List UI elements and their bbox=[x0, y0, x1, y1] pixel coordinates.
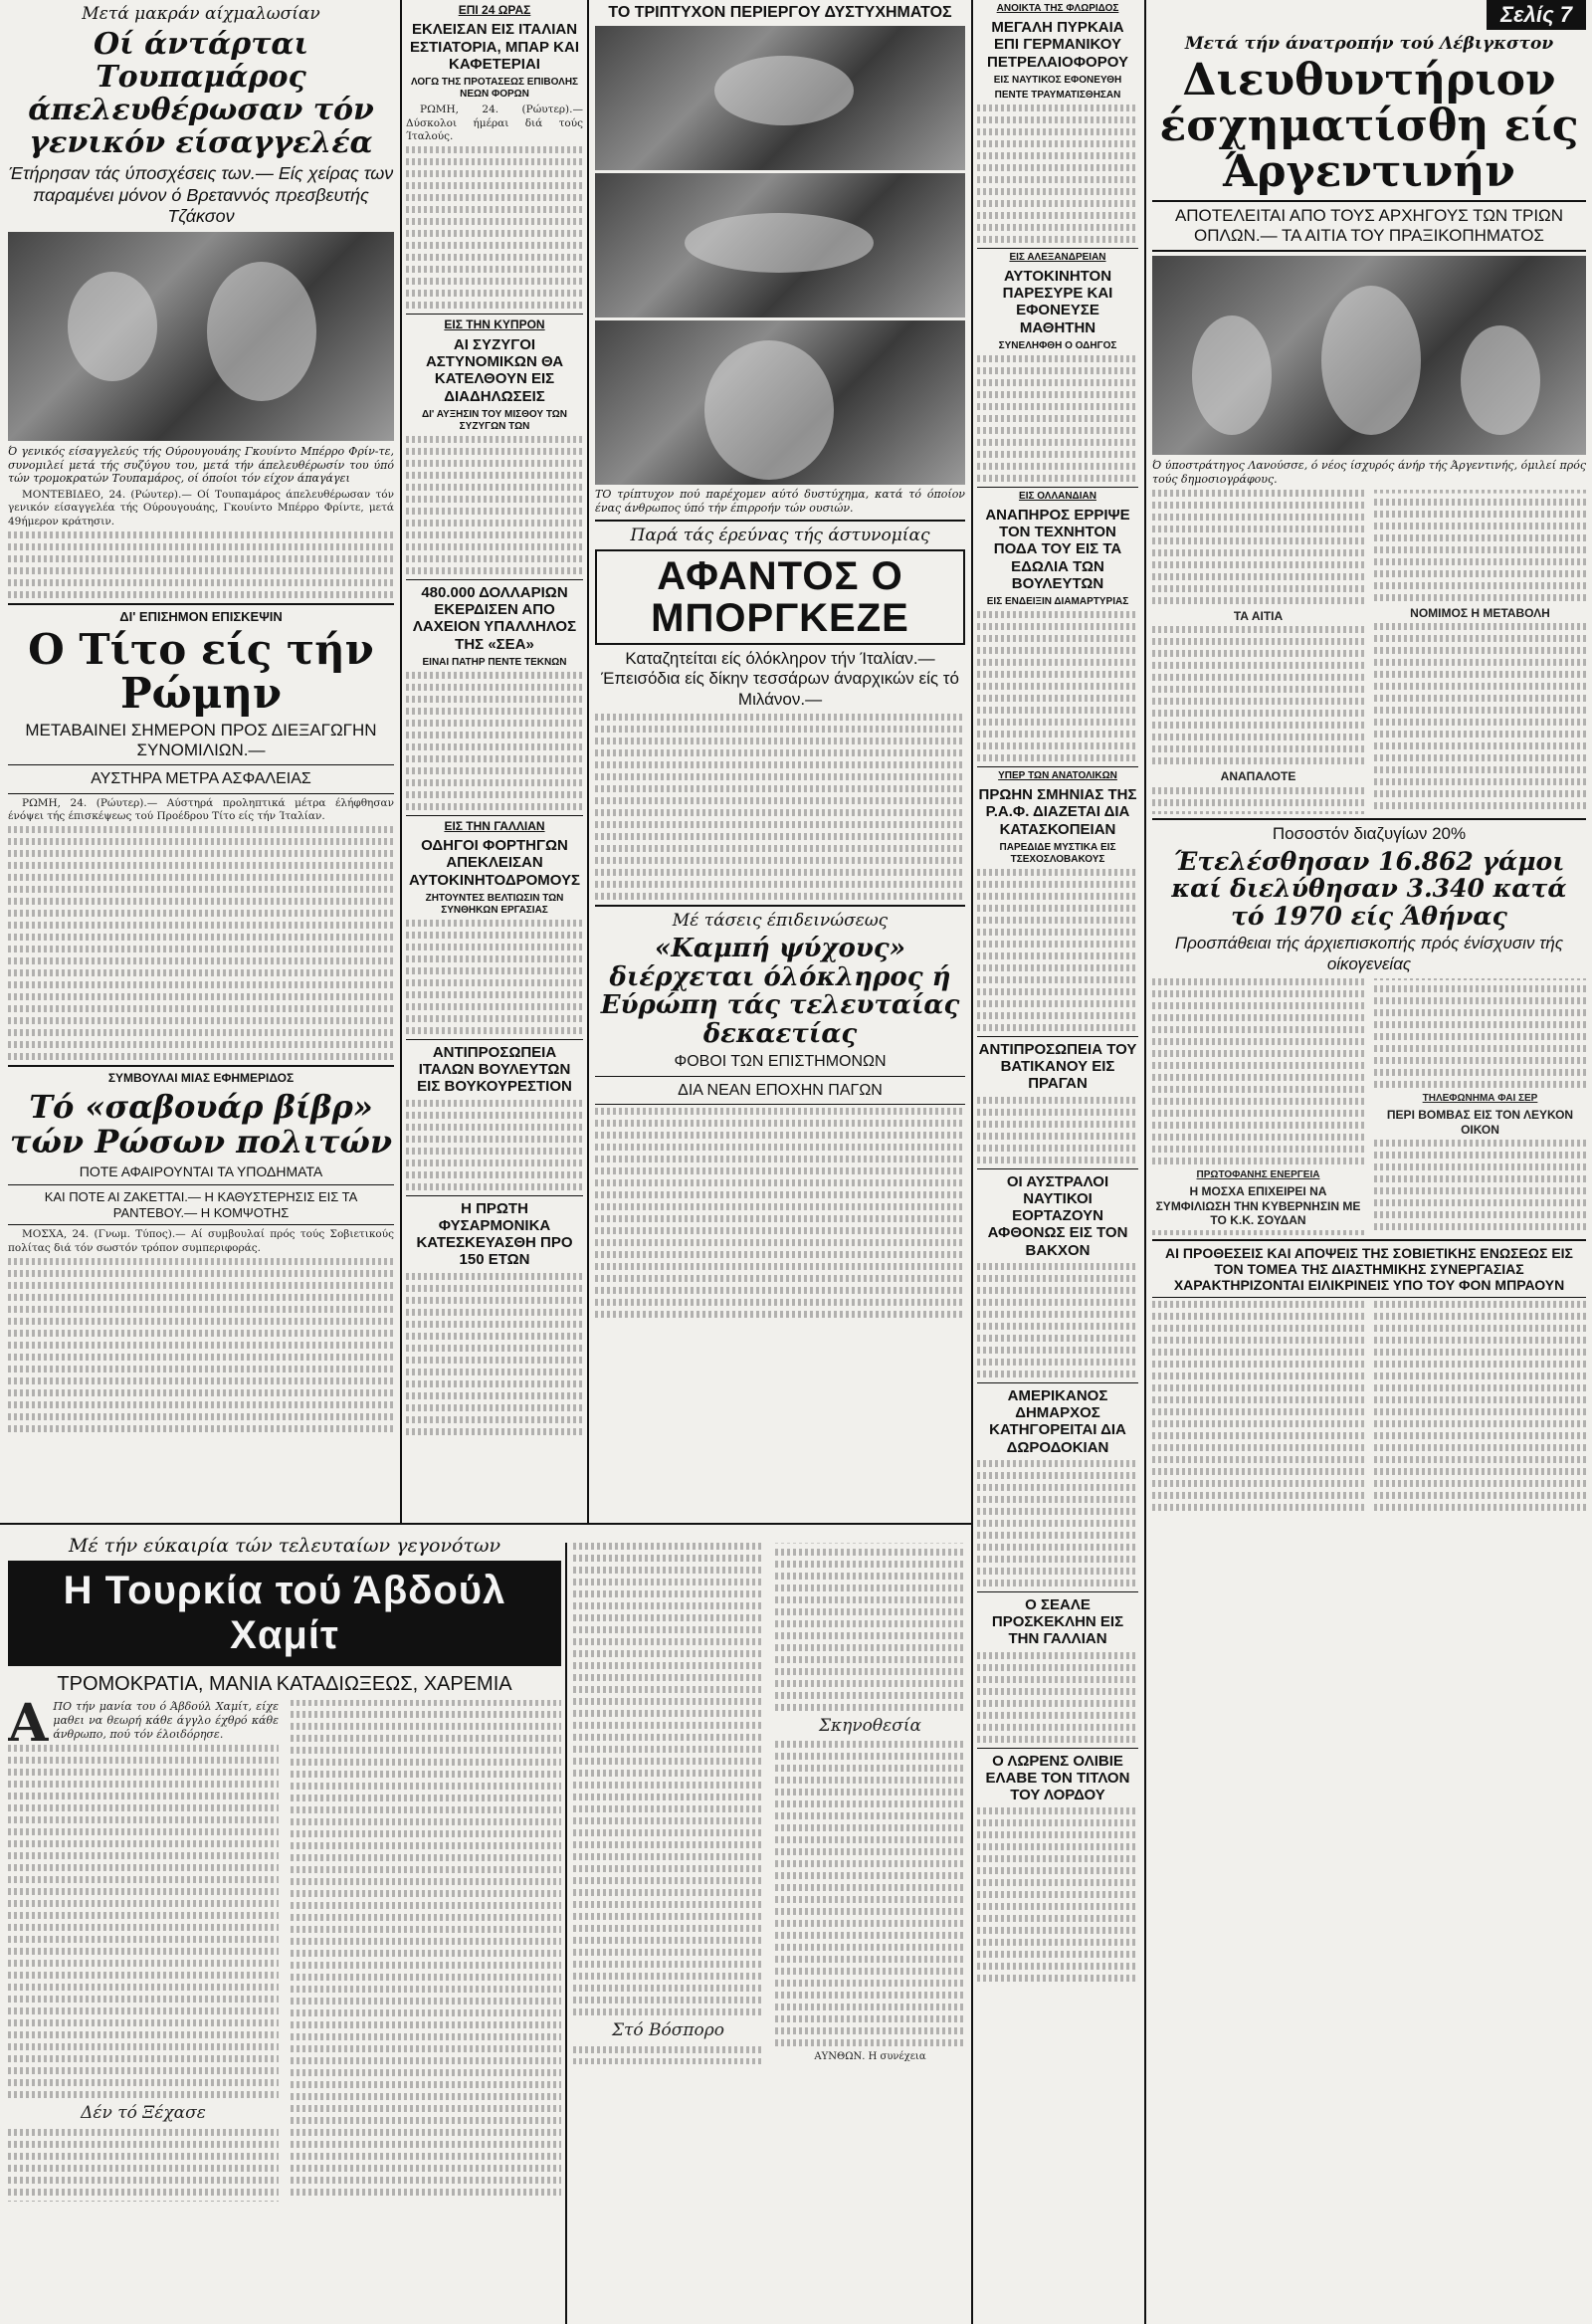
story-kicker: ΤΗΛΕΦΩΝΗΜΑ ΦΑΙ ΣΕΡ bbox=[1422, 1093, 1538, 1105]
story-kicker: ΤΟ ΤΡΙΠΤΥΧΟΝ ΠΕΡΙΕΡΓΟΥ ΔΥΣΤΥΧΗΜΑΤΟΣ bbox=[608, 4, 952, 21]
story-headline: ΕΚΛΕΙΣΑΝ ΕΙΣ ΙΤΑΛΙΑΝ ΕΣΤΙΑΤΟΡΙΑ, ΜΠΑΡ ΚΑΙ ΚΑΦΕΤΕΡΙΑΙ bbox=[410, 21, 579, 73]
story-deck: ΕΙΣ ΕΝΔΕΙΞΙΝ ΔΙΑΜΑΡΤΥΡΙΑΣ bbox=[986, 596, 1129, 607]
feature-signature: ΑΥΝΘΩΝ. Η συνέχεια bbox=[814, 2051, 926, 2063]
story-dateline: ΡΩΜΗ, 24. (Ρώυτερ).— Δύσκολοι ήμέραι διά τούς Ίταλούς. bbox=[406, 104, 583, 143]
story-headline: Οί άντάρται Τουπαμάρος άπελευθέρωσαν τόν γενικόν είσαγγελέα bbox=[28, 27, 374, 160]
subheading: ΤΑ ΑΙΤΙΑ bbox=[1233, 608, 1284, 623]
story-headline: Ο Τίτο είς τήν Ρώμην bbox=[28, 625, 374, 719]
story-headline: ΠΕΡΙ ΒΟΜΒΑΣ ΕΙΣ ΤΟΝ ΛΕΥΚΟΝ ΟΙΚΟΝ bbox=[1386, 1108, 1574, 1137]
photo-triptych-2 bbox=[595, 173, 965, 317]
story-deck: Προσπάθειαι τής άρχιεπισκοπής πρός ένίσχυσιν τής οίκογενείας bbox=[1174, 934, 1564, 973]
story-deck: ΣΥΝΕΛΗΦΘΗ Ο ΟΔΗΓΟΣ bbox=[998, 339, 1117, 351]
story-deck: ΠΕΝΤΕ ΤΡΑΥΜΑΤΙΣΘΗΣΑΝ bbox=[994, 89, 1121, 101]
photo-caption: ΤΟ τρίπτυχον πού παρέχομεν αύτό δυστύχημα, κατά τό όποίον ένας άνθρωπος ύπό τήν έπιρροήν τών ουσιών. bbox=[595, 488, 965, 516]
story-headline: ΑΙ ΠΡΟΘΕΣΕΙΣ ΚΑΙ ΑΠΟΨΕΙΣ ΤΗΣ ΣΟΒΙΕΤΙΚΗΣ ΕΝΩΣΕΩΣ ΕΙΣ ΤΟΝ ΤΟΜΕΑ ΤΗΣ ΔΙΑΣΤΗΜΙΚΗΣ ΣΥΝΕΡΓΑΣΙΑΣ ΧΑΡΑΚΤΗΡΙΖΟΝΤΑΙ ΕΙΛΙΚΡΙΝΕΙΣ ΥΠΟ ΤΟΥ ΦΟΝ ΜΠΡΑΟΥΝ bbox=[1165, 1245, 1573, 1294]
story-dateline: ΜΟΝΤΕΒΙΔΕΟ, 24. (Ρώυτερ).— Οί Τουπαμάρος άπελευθέρωσαν τόν γενικόν είσαγγελέα τής Ούρουγουάης, Γκουίντο Μπέρρο Φρίντε, μετά 49ήμερον κράτησιν. bbox=[8, 489, 394, 528]
story-deck: ΠΑΡΕΔΙΔΕ ΜΥΣΤΙΚΑ ΕΙΣ ΤΣΕΧΟΣΛΟΒΑΚΟΥΣ bbox=[999, 841, 1116, 865]
story-kicker: ΕΙΣ ΟΛΛΑΝΔΙΑΝ bbox=[1019, 490, 1096, 502]
subheading: Σκηνοθεσία bbox=[818, 1715, 922, 1736]
story-deck: ΕΙΣ ΝΑΥΤΙΚΟΣ ΕΦΟΝΕΥΘΗ bbox=[993, 74, 1122, 86]
column-rule bbox=[565, 1543, 567, 2324]
photo-caption: Ό γενικός είσαγγελεύς τής Ούρουγουάης Γκουίντο Μπέρρο Φρίν-τε, συνομιλεί μετά τής συζύγου του, μετά τήν άπελευθέρωσίν του ύπό τών τρομοκρατών Τουπαμάρος, οί όποίοι τόν είχον άπαγάγει bbox=[8, 444, 394, 486]
photo-triptych-3 bbox=[595, 320, 965, 485]
story-deck: ΔΙΑ ΝΕΑΝ ΕΠΟΧΗΝ ΠΑΓΩΝ bbox=[678, 1081, 883, 1099]
story-deck: ΕΙΝΑΙ ΠΑΤΗΡ ΠΕΝΤΕ ΤΕΚΝΩΝ bbox=[422, 656, 567, 668]
story-headline: Η ΠΡΩΤΗ ΦΥΣΑΡΜΟΝΙΚΑ ΚΑΤΕΣΚΕΥΑΣΘΗ ΠΡΟ 150 ΕΤΩΝ bbox=[416, 1199, 573, 1269]
subheading: ΝΟΜΙΜΟΣ Η ΜΕΤΑΒΟΛΗ bbox=[1410, 605, 1550, 620]
photo-prosecutor bbox=[8, 232, 394, 441]
feature-left bbox=[8, 1531, 561, 2317]
feature-lede: ΠΟ τήν μανία του ό Άβδούλ Χαμίτ, είχε μαθει να θεωρή κάθε άγγλο έχθρό κάθε άνθρωπο, πού τόν έλοιδόρησε. bbox=[53, 1700, 279, 1742]
story-kicker: ΕΙΣ ΤΗΝ ΚΥΠΡΟΝ bbox=[444, 317, 545, 332]
story-deck: Έτήρησαν τάς ύποσχέσεις των.— Είς χείρας των παραμένει μόνον ό Βρεταννός πρεσβευτής Τζάκσον bbox=[8, 163, 394, 227]
story-deck: ΜΕΤΑΒΑΙΝΕΙ ΣΗΜΕΡΟΝ ΠΡΟΣ ΔΙΕΞΑΓΩΓΗΝ ΣΥΝΟΜΙΛΙΩΝ.— bbox=[25, 720, 377, 759]
column-2 bbox=[406, 0, 583, 1521]
photo-argentina bbox=[1152, 256, 1586, 455]
story-headline: ΜΕΓΑΛΗ ΠΥΡΚΑΙΑ ΕΠΙ ΓΕΡΜΑΝΙΚΟΥ ΠΕΤΡΕΛΑΙΟΦΟΡΟΥ bbox=[987, 19, 1128, 71]
story-kicker: ΠΡΩΤΟΦΑΝΗΣ ΕΝΕΡΓΕΙΑ bbox=[1196, 1169, 1320, 1181]
story-kicker: ΔΙ' ΕΠΙΣΗΜΟΝ ΕΠΙΣΚΕΨΙΝ bbox=[119, 609, 283, 625]
story-headline: Διευθυντήριον έσχηματίσθη είς Άργεντινήν bbox=[1159, 55, 1579, 198]
column-rule bbox=[1144, 0, 1146, 2324]
story-body bbox=[8, 797, 394, 1061]
story-kicker: ΕΙΣ ΑΛΕΞΑΝΔΡΕΙΑΝ bbox=[1009, 251, 1106, 263]
story-headline: ΟΔΗΓΟΙ ΦΟΡΤΗΓΩΝ ΑΠΕΚΛΕΙΣΑΝ ΑΥΤΟΚΙΝΗΤΟΔΡΟΜΟΥΣ bbox=[408, 837, 581, 889]
story-headline: ΑΜΕΡΙΚΑΝΟΣ ΔΗΜΑΡΧΟΣ ΚΑΤΗΓΟΡΕΙΤΑΙ ΔΙΑ ΔΩΡΟΔΟΚΙΑΝ bbox=[989, 1386, 1126, 1456]
story-headline: «Καμπή ψύχους» διέρχεται όλόκληρος ή Εύρώπη τάς τελευταίας δεκαετίας bbox=[600, 934, 960, 1049]
story-deck: ΦΟΒΟΙ ΤΩΝ ΕΠΙΣΤΗΜΟΝΩΝ bbox=[674, 1053, 887, 1071]
story-headline: 480.000 ΔΟΛΛΑΡΙΩΝ ΕΚΕΡΔΙΣΕΝ ΑΠΟ ΛΑΧΕΙΟΝ ΥΠΑΛΛΗΛΟΣ ΤΗΣ «ΣΕΑ» bbox=[412, 583, 577, 653]
story-kicker: Μέ τάσεις έπιδεινώσεως bbox=[672, 911, 889, 932]
photo-caption: Ό ύποστράτηγος Λανούσσε, ό νέος ίσχυρός άνήρ τής Άργεντινής, όμιλεί πρός τούς δημοσιογράφους. bbox=[1152, 459, 1586, 487]
story-body bbox=[8, 489, 394, 598]
story-kicker: ΥΠΕΡ ΤΩΝ ΑΝΑΤΟΛΙΚΩΝ bbox=[998, 770, 1117, 781]
story-headline: ΑΙ ΣΥΖΥΓΟΙ ΑΣΤΥΝΟΜΙΚΩΝ ΘΑ ΚΑΤΕΛΘΟΥΝ ΕΙΣ ΔΙΑΔΗΛΩΣΕΙΣ bbox=[425, 335, 564, 405]
story-kicker: ΕΙΣ ΤΗΝ ΓΑΛΛΙΑΝ bbox=[444, 818, 545, 833]
story-headline: Έτελέσθησαν 16.862 γάμοι καί διελύθησαν 3.340 κατά τό 1970 είς Άθήνας bbox=[1171, 846, 1567, 931]
story-deck: ΚΑΙ ΠΟΤΕ ΑΙ ΖΑΚΕΤΤΑΙ.— Η ΚΑΘΥΣΤΕΡΗΣΙΣ ΕΙΣ ΤΑ ΡΑΝΤΕΒΟΥ.— Η ΚΟΜΨΟΤΗΣ bbox=[44, 1188, 358, 1220]
column-rule bbox=[971, 0, 973, 2324]
story-deck: ΛΟΓΩ ΤΗΣ ΠΡΟΤΑΣΕΩΣ ΕΠΙΒΟΛΗΣ ΝΕΩΝ ΦΟΡΩΝ bbox=[410, 77, 579, 101]
story-headline: ΠΡΩΗΝ ΣΜΗΝΙΑΣ ΤΗΣ Ρ.Α.Φ. ΔΙΑΖΕΤΑΙ ΔΙΑ ΚΑΤΑΣΚΟΠΕΙΑΝ bbox=[978, 786, 1137, 838]
story-kicker: ΑΝΟΙΚΤΑ ΤΗΣ ΦΛΩΡΙΔΟΣ bbox=[996, 3, 1119, 14]
story-deck: ΑΠΟΤΕΛΕΙΤΑΙ ΑΠΟ ΤΟΥΣ ΑΡΧΗΓΟΥΣ ΤΩΝ ΤΡΙΩΝ ΟΠΛΩΝ.— ΤΑ ΑΙΤΙΑ ΤΟΥ ΠΡΑΞΙΚΟΠΗΜΑΤΟΣ bbox=[1174, 205, 1564, 245]
column-4 bbox=[977, 0, 1138, 2324]
feature-right bbox=[573, 1543, 965, 2319]
story-kicker: Ποσοστόν διαζυγίων 20% bbox=[1272, 823, 1467, 843]
story-headline: ΑΝΤΙΠΡΟΣΩΠΕΙΑ ΙΤΑΛΩΝ ΒΟΥΛΕΥΤΩΝ ΕΙΣ ΒΟΥΚΟΥΡΕΣΤΙΟΝ bbox=[417, 1043, 572, 1096]
story-kicker: Παρά τάς έρεύνας τής άστυνομίας bbox=[630, 525, 930, 545]
story-kicker: ΕΠΙ 24 ΩΡΑΣ bbox=[458, 3, 531, 17]
feature-kicker: Μέ τήν εύκαιρία τών τελευταίων γεγονότων bbox=[68, 1535, 500, 1557]
column-3 bbox=[595, 0, 965, 1521]
story-headline: ΑΥΤΟΚΙΝΗΤΟΝ ΠΑΡΕΣΥΡΕ ΚΑΙ ΕΦΟΝΕΥΣΕ ΜΑΘΗΤΗΝ bbox=[1002, 267, 1113, 336]
story-deck: ΖΗΤΟΥΝΤΕΣ ΒΕΛΤΙΩΣΙΝ ΤΩΝ ΣΥΝΘΗΚΩΝ ΕΡΓΑΣΙΑΣ bbox=[425, 892, 564, 916]
column-1 bbox=[8, 0, 394, 1521]
column-5 bbox=[1152, 0, 1586, 2324]
story-kicker: Μετά μακράν αίχμαλωσίαν bbox=[82, 4, 320, 24]
headline-box bbox=[595, 549, 965, 645]
story-headline: ΑΦΑΝΤΟΣ Ο ΜΠΟΡΓΚΕΖΕ bbox=[651, 553, 909, 640]
story-body bbox=[406, 104, 583, 309]
story-headline: Ο ΣΕΑΛΕ ΠΡΟΣΚΕΚΛΗΝ ΕΙΣ ΤΗΝ ΓΑΛΛΙΑΝ bbox=[991, 1595, 1124, 1648]
story-dateline: ΡΩΜΗ, 24. (Ρώυτερ).— Αύστηρά προληπτικά μέτρα έλήφθησαν ένόψει τής έπισκέψεως τού Προέδρου Τίτο είς τήν Ίταλίαν. bbox=[8, 796, 394, 822]
feature-banner: Η Τουρκία τού Άβδούλ Χαμίτ bbox=[8, 1561, 561, 1666]
column-rule bbox=[400, 0, 402, 1523]
subheading: Στό Βόσπορο bbox=[611, 2020, 725, 2040]
section-rule bbox=[0, 1523, 971, 1525]
page-label: Σελίς 7 bbox=[1487, 0, 1586, 30]
story-deck: ΔΙ' ΑΥΞΗΣΙΝ ΤΟΥ ΜΙΣΘΟΥ ΤΩΝ ΣΥΖΥΓΩΝ ΤΩΝ bbox=[421, 408, 568, 432]
story-headline: Η ΜΟΣΧΑ ΕΠΙΧΕΙΡΕΙ ΝΑ ΣΥΜΦΙΛΙΩΣΗ ΤΗΝ ΚΥΒΕΡΝΗΣΙΝ ΜΕ ΤΟ Κ.Κ. ΣΟΥΔΑΝ bbox=[1155, 1184, 1361, 1227]
story-headline: ΟΙ ΑΥΣΤΡΑΛΟΙ ΝΑΥΤΙΚΟΙ ΕΟΡΤΑΖΟΥΝ ΑΦΘΟΝΩΣ ΕΙΣ ΤΟΝ ΒΑΚΧΟΝ bbox=[987, 1172, 1128, 1259]
story-kicker: Μετά τήν άνατροπήν τού Λέβιγκστον bbox=[1184, 34, 1554, 54]
column-rule bbox=[587, 0, 589, 1523]
subheading: Δέν τό Ξέχασε bbox=[81, 2103, 206, 2124]
story-headline: ΑΝΤΙΠΡΟΣΩΠΕΙΑ ΤΟΥ ΒΑΤΙΚΑΝΟΥ ΕΙΣ ΠΡΑΓΑΝ bbox=[978, 1040, 1137, 1093]
story-kicker: ΣΥΜΒΟΥΛΑΙ ΜΙΑΣ ΕΦΗΜΕΡΙΔΟΣ bbox=[107, 1071, 295, 1086]
photo-triptych-1 bbox=[595, 26, 965, 170]
feature-deck: ΤΡΟΜΟΚΡΑΤΙΑ, ΜΑΝΙΑ ΚΑΤΑΔΙΩΞΕΩΣ, ΧΑΡΕΜΙΑ bbox=[57, 1673, 512, 1695]
story-dateline: ΜΟΣΧΑ, 24. (Γνωμ. Τύπος).— Αί συμβουλαί πρός τούς Σοβιετικούς πολίτας διά τόν σωστόν τρόπον συμπεριφοράς. bbox=[8, 1228, 394, 1254]
subheading: ΑΝΑΠΑΛΟΤΕ bbox=[1220, 769, 1296, 784]
story-body bbox=[8, 1228, 394, 1432]
story-headline: Ο ΛΩΡΕΝΣ ΟΛΙΒΙΕ ΕΛΑΒΕ ΤΟΝ ΤΙΤΛΟΝ ΤΟΥ ΛΟΡΔΟΥ bbox=[985, 1752, 1130, 1803]
drop-cap: Α bbox=[8, 1693, 49, 1754]
story-deck: ΑΥΣΤΗΡΑ ΜΕΤΡΑ ΑΣΦΑΛΕΙΑΣ bbox=[91, 770, 311, 788]
story-headline: ΑΝΑΠΗΡΟΣ ΕΡΡΙΨΕ ΤΟΝ ΤΕΧΝΗΤΟΝ ΠΟΔΑ ΤΟΥ ΕΙΣ ΤΑ ΕΔΩΛΙΑ ΤΩΝ ΒΟΥΛΕΥΤΩΝ bbox=[985, 506, 1130, 592]
story-headline: Τό «σαβουάρ βίβρ» τών Ρώσων πολιτών bbox=[9, 1087, 393, 1161]
story-deck: Καταζητείται είς όλόκληρον τήν Ίταλίαν.— Έπεισόδια είς δίκην τεσσάρων άναρχικών είς τό Μιλάνον.— bbox=[601, 648, 959, 709]
story-deck: ΠΟΤΕ ΑΦΑΙΡΟΥΝΤΑΙ ΤΑ ΥΠΟΔΗΜΑΤΑ bbox=[79, 1163, 323, 1180]
story-body bbox=[1152, 490, 1586, 814]
